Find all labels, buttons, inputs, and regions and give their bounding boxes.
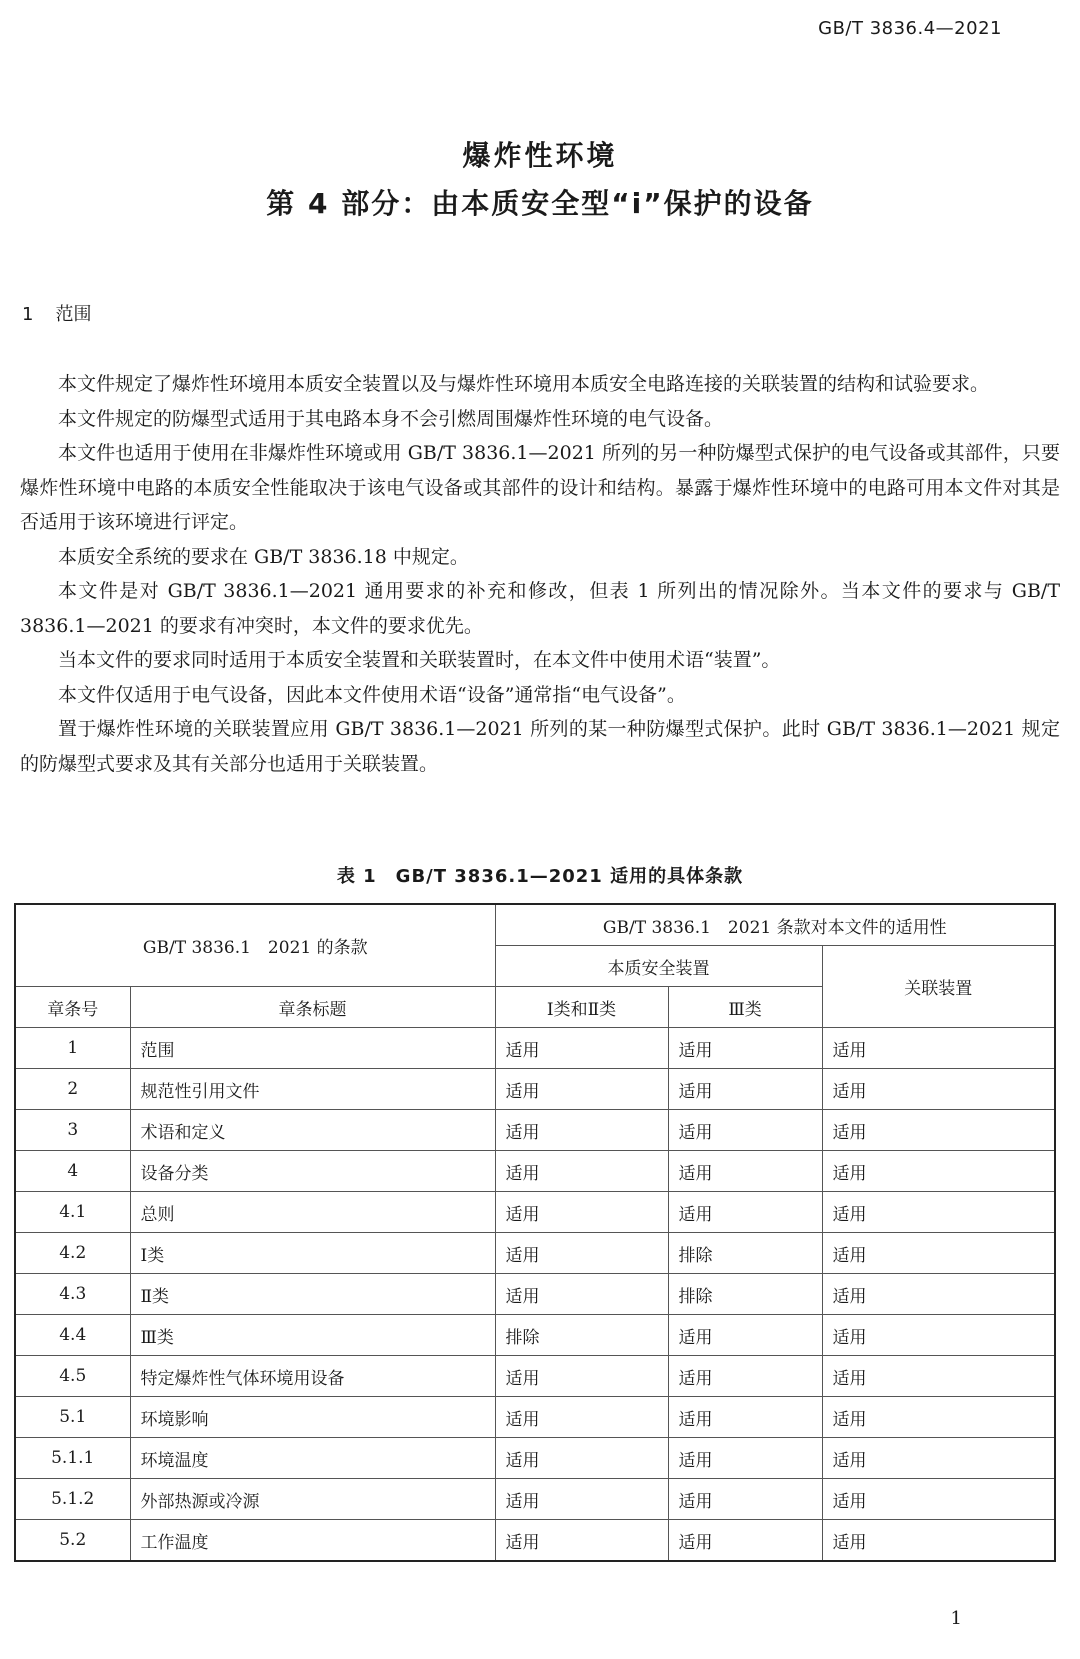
paragraph: 本文件也适用于使用在非爆炸性环境或用 GB/T 3836.1—2021 所列的另一种防爆型式保护的电气设备或其部件，只要爆炸性环境中电路的本质安全性能取决于该电气设备或其部件的设计和结构。暴露于爆炸性环境中的电路可用本文件对其是否适用于该环境进行评定。	[20, 442, 1060, 533]
clause-number-cell: 4.1	[15, 1192, 130, 1233]
clause-number-cell: 5.1.1	[15, 1438, 130, 1479]
header-clause-title: 章条标题	[130, 987, 495, 1028]
clause-number-cell: 4	[15, 1151, 130, 1192]
paragraph: 置于爆炸性环境的关联装置应用 GB/T 3836.1—2021 所列的某一种防爆型式保护。此时 GB/T 3836.1—2021 规定的防爆型式要求及其有关部分也适用于关联装置。	[20, 718, 1060, 775]
table-row	[15, 1233, 1055, 1274]
group-3-cell: 排除	[668, 1233, 822, 1274]
header-intrinsic-apparatus: 本质安全装置	[495, 946, 822, 987]
group-1-2-cell: 适用	[495, 1520, 668, 1562]
associated-cell: 适用	[822, 1192, 1055, 1233]
clause-number-cell: 1	[15, 1028, 130, 1069]
table-caption: 表 1 GB/T 3836.1—2021 适用的具体条款	[336, 866, 744, 887]
clause-number-cell: 4.5	[15, 1356, 130, 1397]
header-clause-number: 章条号	[15, 987, 130, 1028]
group-3-cell: 适用	[668, 1356, 822, 1397]
clause-title-cell: 环境温度	[130, 1438, 495, 1479]
group-3-cell: 排除	[668, 1274, 822, 1315]
clause-number-cell: 2	[15, 1069, 130, 1110]
group-1-2-cell: 适用	[495, 1151, 668, 1192]
associated-cell: 适用	[822, 1315, 1055, 1356]
header-clause-group: GB/T 3836.1 2021 的条款	[15, 904, 495, 987]
group-1-2-cell: 适用	[495, 1356, 668, 1397]
group-1-2-cell: 适用	[495, 1069, 668, 1110]
section-heading	[22, 300, 91, 326]
table-header-row	[15, 904, 1055, 946]
clause-number-cell: 4.2	[15, 1233, 130, 1274]
table-row	[15, 1397, 1055, 1438]
paragraph: 当本文件的要求同时适用于本质安全装置和关联装置时，在本文件中使用术语“装置”。	[58, 649, 781, 671]
table-row	[15, 1110, 1055, 1151]
associated-cell: 适用	[822, 1028, 1055, 1069]
group-3-cell: 适用	[668, 1315, 822, 1356]
clause-title-cell: Ⅱ类	[130, 1274, 495, 1315]
table-row	[15, 1069, 1055, 1110]
clause-title-cell: 规范性引用文件	[130, 1069, 495, 1110]
associated-cell: 适用	[822, 1274, 1055, 1315]
group-1-2-cell: 适用	[495, 1028, 668, 1069]
clause-number-cell: 5.2	[15, 1520, 130, 1562]
clause-title-cell: Ⅲ类	[130, 1315, 495, 1356]
group-1-2-cell: 排除	[495, 1315, 668, 1356]
group-3-cell: 适用	[668, 1110, 822, 1151]
clause-title-cell: 环境影响	[130, 1397, 495, 1438]
associated-cell: 适用	[822, 1397, 1055, 1438]
clause-number-cell: 3	[15, 1110, 130, 1151]
associated-cell: 适用	[822, 1438, 1055, 1479]
associated-cell: 适用	[822, 1233, 1055, 1274]
group-1-2-cell: 适用	[495, 1397, 668, 1438]
clause-applicability-table	[14, 903, 1056, 1562]
header-group-1-2: Ⅰ类和Ⅱ类	[495, 987, 668, 1028]
section-number: 1	[22, 304, 34, 325]
standard-code-header: GB/T 3836.4—2021	[818, 18, 1002, 39]
table-row	[15, 1315, 1055, 1356]
group-1-2-cell: 适用	[495, 1479, 668, 1520]
table-row	[15, 1356, 1055, 1397]
clause-title-cell: 工作温度	[130, 1520, 495, 1562]
table-row	[15, 1479, 1055, 1520]
clause-number-cell: 5.1	[15, 1397, 130, 1438]
group-3-cell: 适用	[668, 1438, 822, 1479]
clause-title-cell: 范围	[130, 1028, 495, 1069]
associated-cell: 适用	[822, 1479, 1055, 1520]
table-row	[15, 1438, 1055, 1479]
group-1-2-cell: 适用	[495, 1233, 668, 1274]
document-subtitle: 第 4 部分：由本质安全型“i”保护的设备	[266, 187, 814, 220]
header-applicability-group: GB/T 3836.1 2021 条款对本文件的适用性	[495, 904, 1055, 946]
table-row	[15, 1151, 1055, 1192]
group-3-cell: 适用	[668, 1479, 822, 1520]
clause-title-cell: 设备分类	[130, 1151, 495, 1192]
associated-cell: 适用	[822, 1356, 1055, 1397]
table-row	[15, 1192, 1055, 1233]
clause-title-cell: 特定爆炸性气体环境用设备	[130, 1356, 495, 1397]
clause-title-cell: 总则	[130, 1192, 495, 1233]
group-3-cell: 适用	[668, 1151, 822, 1192]
table-row	[15, 1274, 1055, 1315]
group-1-2-cell: 适用	[495, 1274, 668, 1315]
group-3-cell: 适用	[668, 1520, 822, 1562]
clause-number-cell: 4.4	[15, 1315, 130, 1356]
clause-number-cell: 5.1.2	[15, 1479, 130, 1520]
clause-number-cell: 4.3	[15, 1274, 130, 1315]
clause-title-cell: 外部热源或冷源	[130, 1479, 495, 1520]
paragraph: 本文件规定的防爆型式适用于其电路本身不会引燃周围爆炸性环境的电气设备。	[58, 407, 724, 430]
group-1-2-cell: 适用	[495, 1438, 668, 1479]
group-3-cell: 适用	[668, 1397, 822, 1438]
group-3-cell: 适用	[668, 1028, 822, 1069]
group-3-cell: 适用	[668, 1192, 822, 1233]
document-title: 爆炸性环境	[462, 139, 618, 172]
clause-title-cell: Ⅰ类	[130, 1233, 495, 1274]
table-row	[15, 1028, 1055, 1069]
header-group-3: Ⅲ类	[668, 987, 822, 1028]
group-3-cell: 适用	[668, 1069, 822, 1110]
associated-cell: 适用	[822, 1151, 1055, 1192]
section-title: 范围	[55, 304, 92, 325]
group-1-2-cell: 适用	[495, 1192, 668, 1233]
associated-cell: 适用	[822, 1069, 1055, 1110]
associated-cell: 适用	[822, 1110, 1055, 1151]
associated-cell: 适用	[822, 1520, 1055, 1562]
scope-body	[20, 367, 1060, 781]
header-associated-apparatus: 关联装置	[822, 946, 1055, 1028]
page-number: 1	[950, 1608, 962, 1629]
table-row	[15, 1520, 1055, 1562]
paragraph: 本文件仅适用于电气设备，因此本文件使用术语“设备”通常指“电气设备”。	[58, 683, 686, 706]
group-1-2-cell: 适用	[495, 1110, 668, 1151]
clause-title-cell: 术语和定义	[130, 1110, 495, 1151]
paragraph: 本文件是对 GB/T 3836.1—2021 通用要求的补充和修改，但表 1 所列出的情况除外。当本文件的要求与 GB/T 3836.1—2021 的要求有冲突时，本文件的要求优先。	[20, 580, 1060, 637]
paragraph: 本文件规定了爆炸性环境用本质安全装置以及与爆炸性环境用本质安全电路连接的关联装置的结构和试验要求。	[58, 373, 990, 395]
paragraph: 本质安全系统的要求在 GB/T 3836.18 中规定。	[58, 545, 469, 568]
